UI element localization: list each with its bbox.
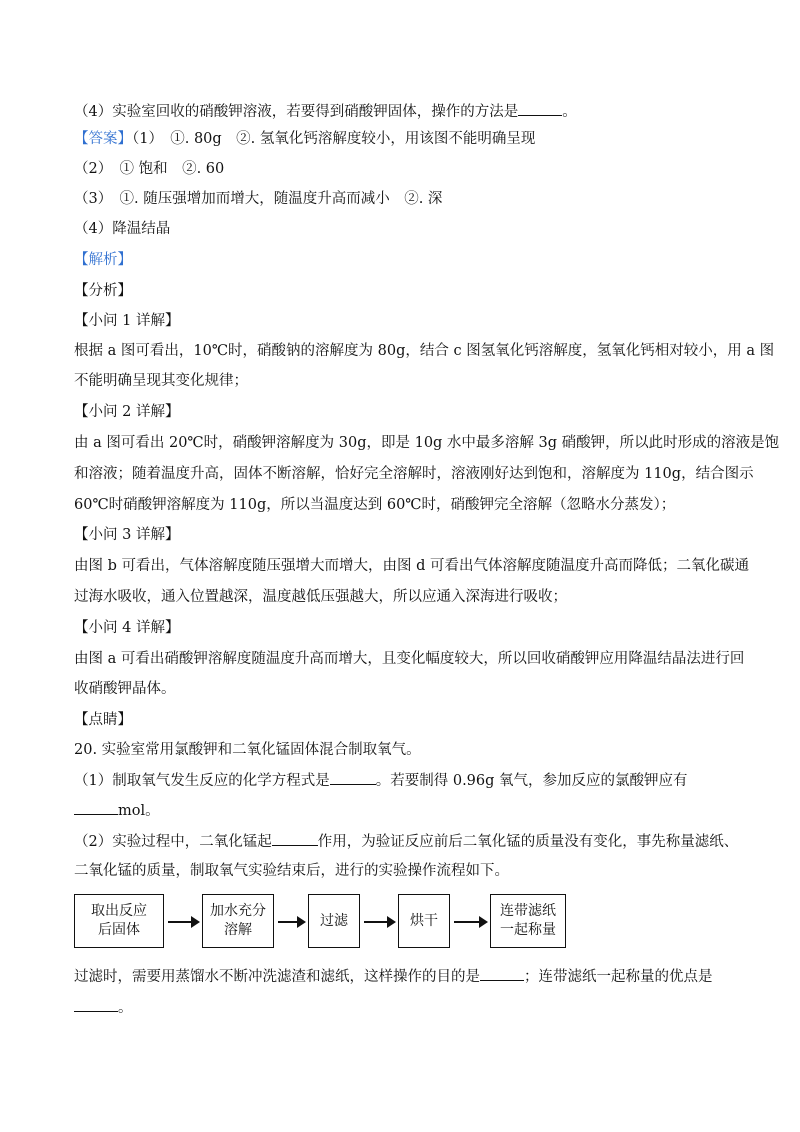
sub2-line-1: 由 a 图可看出 20℃时，硝酸钾溶解度为 30g，即是 10g 水中最多溶解 3g 硝酸钾，所以此时形成的溶液是饱: [74, 435, 780, 451]
analysis-label: 【解析】: [74, 252, 132, 268]
q20-part2-line-1: [74, 831, 738, 852]
answer-line-4: （4）降温结晶: [74, 221, 171, 237]
sub2-line-3: 60℃时硝酸钾溶解度为 110g，所以当温度达到 60℃时，硝酸钾完全溶解（忽略水分蒸发）；: [74, 497, 676, 513]
sub3-title: 【小问 3 详解】: [74, 527, 180, 543]
filter-line-1: [74, 966, 713, 987]
flow-step-1-line-2: 后固体: [98, 922, 140, 938]
q20-part2-b: 作用，为验证反应前后二氧化锰的质量没有变化，事先称量滤纸、: [317, 834, 739, 850]
sub1-title: 【小问 1 详解】: [74, 313, 180, 329]
sub2-title: 【小问 2 详解】: [74, 404, 180, 420]
sub4-line-2: 收硝酸钾晶体。: [74, 681, 176, 697]
q20-part1-line-2: [74, 800, 160, 821]
answer-line-1: [74, 129, 535, 149]
q4-prompt: （4）实验室回收的硝酸钾溶液，若要得到硝酸钾固体，操作的方法是: [74, 104, 519, 120]
answer-blank: [74, 997, 118, 1012]
sub3-line-1: 由图 b 可看出，气体溶解度随压强增大而增大，由图 d 可看出气体溶解度随温度升高而降低；二氧化碳通: [74, 558, 749, 574]
flow-step-4: [398, 894, 450, 948]
sub3-line-2: 过海水吸收，通入位置越深，温度越低压强越大，所以应通入深海进行吸收；: [74, 589, 567, 605]
q4-prompt-line: [74, 101, 577, 122]
answer-blank: [272, 831, 318, 846]
flow-step-5-line-1: 连带滤纸: [500, 903, 556, 919]
flow-arrow: [278, 921, 304, 923]
flow-step-3-label: 过滤: [320, 912, 348, 929]
period: 。: [118, 1000, 133, 1016]
q20-part2-a: （2）实验过程中，二氧化锰起: [74, 834, 272, 850]
q20-part1-line-1: [74, 770, 688, 791]
flow-arrow: [454, 921, 486, 923]
flow-step-2: [202, 894, 274, 948]
answer-blank: [330, 770, 376, 785]
sub4-line-1: 由图 a 可看出硝酸钾溶解度随温度升高而增大，且变化幅度较大，所以回收硝酸钾应用降温结晶法进行回: [74, 651, 745, 667]
flow-step-5-line-2: 一起称量: [500, 922, 556, 938]
q20-part1-b: 。若要制得 0.96g 氧气，参加反应的氯酸钾应有: [375, 773, 688, 789]
q20-part1-unit: mol。: [118, 803, 160, 819]
flow-arrow: [168, 921, 198, 923]
sub1-line-2: 不能明确呈现其变化规律；: [74, 373, 248, 389]
procedure-flowchart: [74, 888, 614, 948]
answer-1-text: （1） ①. 80g ②. 氢氧化钙溶解度较小，用该图不能明确呈现: [132, 131, 536, 147]
answer-line-3: （3） ①. 随压强增加而增大，随温度升高而减小 ②. 深: [74, 191, 443, 207]
flow-step-1-line-1: 取出反应: [91, 903, 147, 919]
q20-part2-line-2: 二氧化锰的质量，制取氧气实验结束后，进行的实验操作流程如下。: [74, 863, 509, 879]
answer-blank: [74, 800, 118, 815]
answer-blank: [518, 101, 562, 116]
filter-line-2: [74, 997, 133, 1018]
flow-step-4-label: 烘干: [410, 912, 438, 929]
period: 。: [562, 104, 577, 120]
flow-arrow: [364, 921, 394, 923]
flow-step-3: [308, 894, 360, 948]
flow-step-2-line-2: 溶解: [224, 922, 252, 938]
sub2-line-2: 和溶液；随着温度升高，固体不断溶解，恰好完全溶解时，溶液刚好达到饱和，溶解度为 110g，结合图示: [74, 466, 754, 482]
sub1-line-1: 根据 a 图可看出，10℃时，硝酸钠的溶解度为 80g，结合 c 图氢氧化钙溶解度，氢氧化钙相对较小，用 a 图: [74, 343, 775, 359]
filter-text-b: ；连带滤纸一起称量的优点是: [524, 969, 713, 985]
q20-part1-a: （1）制取氧气发生反应的化学方程式是: [74, 773, 330, 789]
fenxi-label: 【分析】: [74, 283, 132, 299]
answer-line-2: （2） ① 饱和 ②. 60: [74, 161, 225, 177]
sub4-title: 【小问 4 详解】: [74, 620, 180, 636]
dianjing-label: 【点睛】: [74, 712, 132, 728]
flow-step-1: [74, 894, 164, 948]
flow-step-2-line-1: 加水充分: [210, 903, 266, 919]
q20-title: 20. 实验室常用氯酸钾和二氧化锰固体混合制取氧气。: [74, 742, 421, 758]
answer-label: 【答案】: [74, 131, 132, 147]
filter-text-a: 过滤时，需要用蒸馏水不断冲洗滤渣和滤纸，这样操作的目的是: [74, 969, 480, 985]
flow-step-5: [490, 894, 566, 948]
answer-blank: [480, 966, 524, 981]
